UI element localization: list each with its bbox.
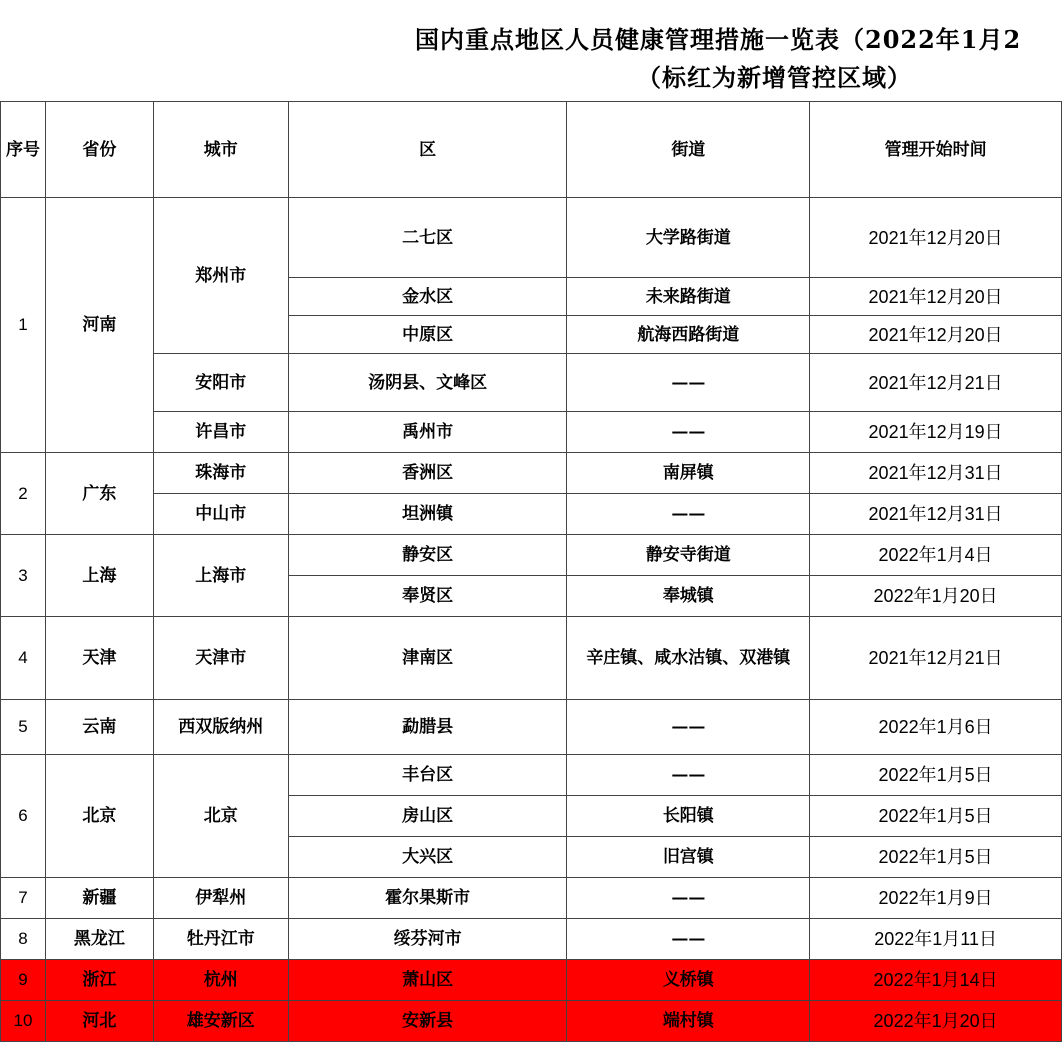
start-time-cell: 2021年12月21日 <box>810 617 1062 700</box>
start-time-cell: 2022年1月20日 <box>810 1001 1062 1042</box>
district-cell: 萧山区 <box>288 960 567 1001</box>
start-time-cell: 2022年1月6日 <box>810 700 1062 755</box>
start-time-cell: 2022年1月5日 <box>810 837 1062 878</box>
district-cell: 房山区 <box>288 796 567 837</box>
street-cell: —— <box>567 700 810 755</box>
start-time-cell: 2022年1月20日 <box>810 576 1062 617</box>
table-row <box>1 453 1062 494</box>
start-time-cell: 2022年1月4日 <box>810 535 1062 576</box>
street-cell: 未来路街道 <box>567 278 810 316</box>
city-cell: 杭州 <box>153 960 288 1001</box>
district-cell: 丰台区 <box>288 755 567 796</box>
street-cell: —— <box>567 755 810 796</box>
table-row <box>1 878 1062 919</box>
street-cell: 辛庄镇、咸水沽镇、双港镇 <box>567 617 810 700</box>
district-cell: 大兴区 <box>288 837 567 878</box>
table-row <box>1 535 1062 576</box>
city-cell: 牡丹江市 <box>153 919 288 960</box>
city-cell: 伊犁州 <box>153 878 288 919</box>
row-no: 7 <box>1 878 46 919</box>
district-cell: 金水区 <box>288 278 567 316</box>
header-start-time: 管理开始时间 <box>810 102 1062 198</box>
table-row <box>1 354 1062 412</box>
city-cell: 珠海市 <box>153 453 288 494</box>
start-time-cell: 2022年1月14日 <box>810 960 1062 1001</box>
header-no: 序号 <box>1 102 46 198</box>
city-cell: 西双版纳州 <box>153 700 288 755</box>
table-row <box>1 617 1062 700</box>
district-cell: 二七区 <box>288 198 567 278</box>
street-cell: 奉城镇 <box>567 576 810 617</box>
table-row <box>1 494 1062 535</box>
start-time-cell: 2021年12月20日 <box>810 316 1062 354</box>
district-cell: 霍尔果斯市 <box>288 878 567 919</box>
start-time-cell: 2022年1月5日 <box>810 796 1062 837</box>
city-cell: 天津市 <box>153 617 288 700</box>
table-title: 国内重点地区人员健康管理措施一览表（2022年1月2 <box>415 25 1022 54</box>
start-time-cell: 2021年12月19日 <box>810 412 1062 453</box>
header-street: 街道 <box>567 102 810 198</box>
city-cell: 上海市 <box>153 535 288 617</box>
city-cell: 中山市 <box>153 494 288 535</box>
table-row <box>1 755 1062 796</box>
province-cell: 天津 <box>45 617 153 700</box>
start-time-cell: 2021年12月31日 <box>810 453 1062 494</box>
header-district: 区 <box>288 102 567 198</box>
street-cell: —— <box>567 494 810 535</box>
street-cell: 南屏镇 <box>567 453 810 494</box>
header-city: 城市 <box>153 102 288 198</box>
district-cell: 津南区 <box>288 617 567 700</box>
city-cell: 北京 <box>153 755 288 878</box>
row-no: 5 <box>1 700 46 755</box>
row-no: 8 <box>1 919 46 960</box>
row-no: 10 <box>1 1001 46 1042</box>
province-cell: 河南 <box>45 198 153 453</box>
district-cell: 坦洲镇 <box>288 494 567 535</box>
header-row <box>1 102 1062 198</box>
street-cell: —— <box>567 878 810 919</box>
city-cell: 安阳市 <box>153 354 288 412</box>
row-no: 9 <box>1 960 46 1001</box>
district-cell: 中原区 <box>288 316 567 354</box>
district-cell: 绥芬河市 <box>288 919 567 960</box>
district-cell: 静安区 <box>288 535 567 576</box>
table-row-highlighted <box>1 960 1062 1001</box>
province-cell: 上海 <box>45 535 153 617</box>
street-cell: —— <box>567 354 810 412</box>
province-cell: 新疆 <box>45 878 153 919</box>
district-cell: 香洲区 <box>288 453 567 494</box>
table-row <box>1 198 1062 278</box>
table-row-highlighted <box>1 1001 1062 1042</box>
header-province: 省份 <box>45 102 153 198</box>
province-cell: 广东 <box>45 453 153 535</box>
street-cell: 大学路街道 <box>567 198 810 278</box>
province-cell: 浙江 <box>45 960 153 1001</box>
table-row <box>1 919 1062 960</box>
start-time-cell: 2021年12月21日 <box>810 354 1062 412</box>
province-cell: 云南 <box>45 700 153 755</box>
city-cell: 郑州市 <box>153 198 288 354</box>
table-subtitle: （标红为新增管控区域） <box>637 63 912 92</box>
street-cell: 长阳镇 <box>567 796 810 837</box>
street-cell: —— <box>567 919 810 960</box>
row-no: 3 <box>1 535 46 617</box>
control-areas-table <box>0 101 1062 1042</box>
district-cell: 禹州市 <box>288 412 567 453</box>
start-time-cell: 2022年1月5日 <box>810 755 1062 796</box>
row-no: 2 <box>1 453 46 535</box>
district-cell: 奉贤区 <box>288 576 567 617</box>
province-cell: 北京 <box>45 755 153 878</box>
street-cell: 端村镇 <box>567 1001 810 1042</box>
street-cell: 航海西路街道 <box>567 316 810 354</box>
district-cell: 勐腊县 <box>288 700 567 755</box>
city-cell: 许昌市 <box>153 412 288 453</box>
street-cell: 旧宫镇 <box>567 837 810 878</box>
start-time-cell: 2022年1月11日 <box>810 919 1062 960</box>
start-time-cell: 2022年1月9日 <box>810 878 1062 919</box>
city-cell: 雄安新区 <box>153 1001 288 1042</box>
street-cell: 义桥镇 <box>567 960 810 1001</box>
district-cell: 安新县 <box>288 1001 567 1042</box>
province-cell: 黑龙江 <box>45 919 153 960</box>
street-cell: —— <box>567 412 810 453</box>
row-no: 6 <box>1 755 46 878</box>
table-row <box>1 412 1062 453</box>
start-time-cell: 2021年12月20日 <box>810 198 1062 278</box>
table-row <box>1 700 1062 755</box>
row-no: 4 <box>1 617 46 700</box>
start-time-cell: 2021年12月20日 <box>810 278 1062 316</box>
province-cell: 河北 <box>45 1001 153 1042</box>
start-time-cell: 2021年12月31日 <box>810 494 1062 535</box>
district-cell: 汤阴县、文峰区 <box>288 354 567 412</box>
row-no: 1 <box>1 198 46 453</box>
street-cell: 静安寺街道 <box>567 535 810 576</box>
